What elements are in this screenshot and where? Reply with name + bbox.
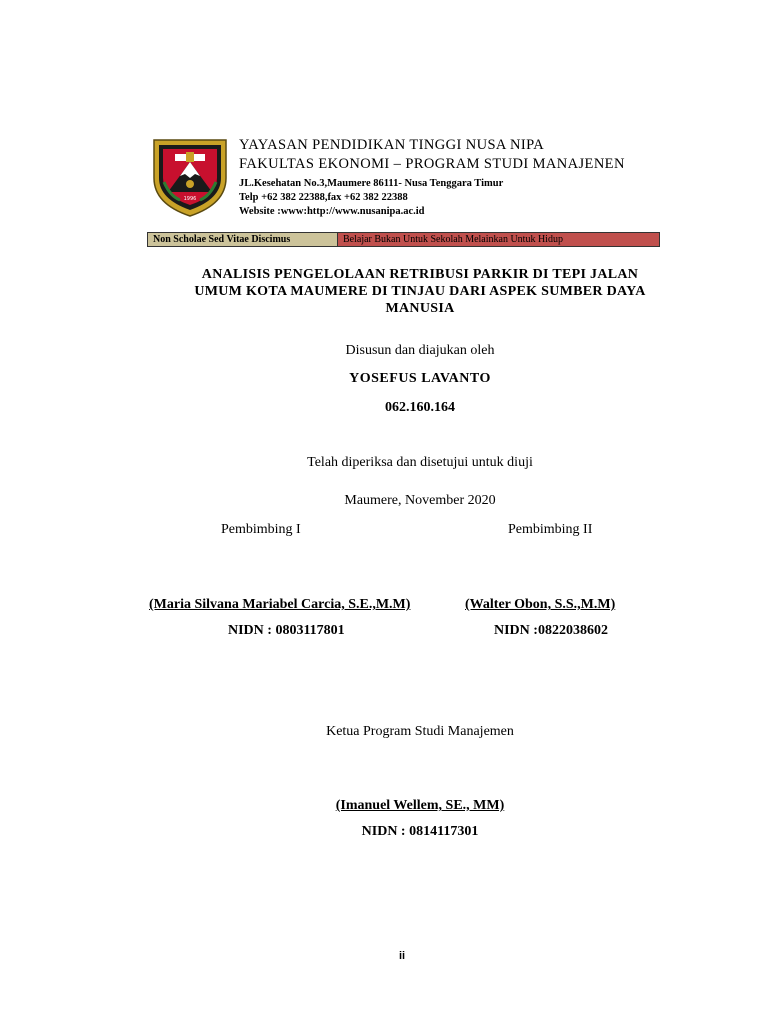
supervisor-1-name: (Maria Silvana Mariabel Carcia, S.E.,M.M) xyxy=(149,597,411,612)
title-line: UMUM KOTA MAUMERE DI TINJAU DARI ASPEK SUMBER DAYA xyxy=(194,284,646,299)
author-name: YOSEFUS LAVANTO xyxy=(349,371,491,386)
title-line: ANALISIS PENGELOLAAN RETRIBUSI PARKIR DI TEPI JALAN xyxy=(201,267,639,282)
org-website: Website :www:http://www.nusanipa.ac.id xyxy=(239,206,425,217)
motto-latin: Non Scholae Sed Vitae Discimus xyxy=(148,233,338,246)
org-address: JL.Kesehatan No.3,Maumere 86111- Nusa Tenggara Timur xyxy=(239,178,504,189)
supervisor-1-role: Pembimbing I xyxy=(221,522,301,537)
supervisor-1-nidn: NIDN : 0803117801 xyxy=(228,623,345,638)
org-phone: Telp +62 382 22388,fax +62 382 22388 xyxy=(239,192,408,203)
title-line: MANUSIA xyxy=(385,301,455,316)
author-id: 062.160.164 xyxy=(385,400,455,415)
supervisor-2-nidn: NIDN :0822038602 xyxy=(494,623,608,638)
page-number: ii xyxy=(398,950,406,962)
head-nidn: NIDN : 0814117301 xyxy=(361,824,479,839)
university-logo-icon xyxy=(150,134,230,218)
logo-year: 1996 xyxy=(183,196,197,202)
org-name: YAYASAN PENDIDIKAN TINGGI NUSA NIPA xyxy=(239,137,545,153)
approval-statement: Telah diperiksa dan disetujui untuk diuji xyxy=(307,455,533,470)
letterhead xyxy=(239,136,679,219)
head-name: (Imanuel Wellem, SE., MM) xyxy=(335,798,505,813)
supervisor-2-name: (Walter Obon, S.S.,M.M) xyxy=(465,597,616,612)
head-role: Ketua Program Studi Manajemen xyxy=(326,724,514,739)
motto-bar xyxy=(147,232,660,247)
supervisor-2-role: Pembimbing II xyxy=(508,522,593,537)
place-date: Maumere, November 2020 xyxy=(344,493,496,508)
author-intro: Disusun dan diajukan oleh xyxy=(345,343,495,358)
motto-indonesian: Belajar Bukan Untuk Sekolah Melainkan Untuk Hidup xyxy=(338,233,659,246)
thesis-title xyxy=(140,266,700,317)
faculty-name: FAKULTAS EKONOMI – PROGRAM STUDI MANAJENEN xyxy=(239,156,625,172)
